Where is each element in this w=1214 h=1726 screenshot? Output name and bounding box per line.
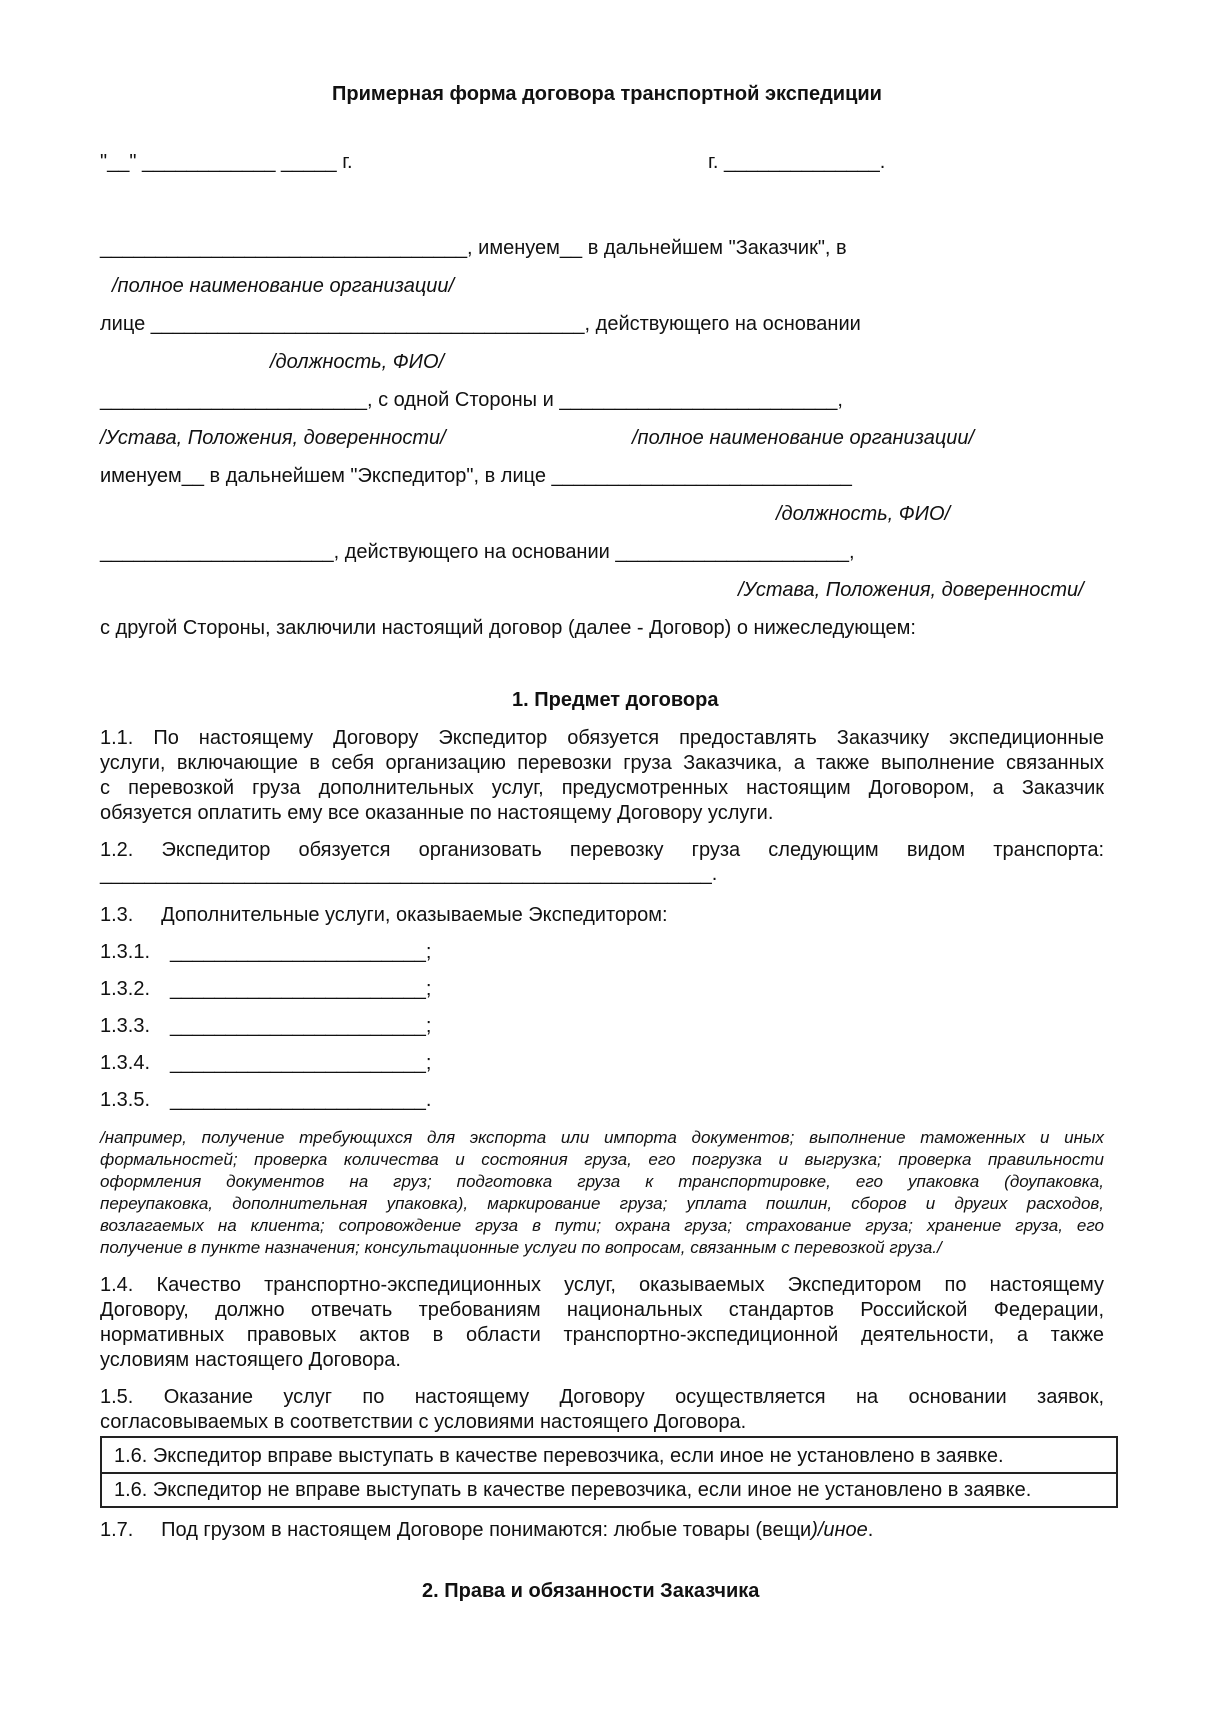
contract-city-field: г. ______________. xyxy=(708,151,886,173)
party-line-3: ________________________, с одной Стороны и _________________________, xyxy=(100,389,843,411)
clause-1-7-end: . xyxy=(867,1519,874,1541)
clause-1-7 xyxy=(100,1518,873,1542)
hint-basis-1: /Устава, Положения, доверенности/ xyxy=(100,427,446,449)
services-note-line-5: возлагаемых на клиента; сопровождение груза в пути; охрана груза; страхование груза; хранение груза, его xyxy=(100,1216,1104,1235)
clause-1-4-line-2: Договору, должно отвечать требованиям национальных стандартов Российской Федерации, xyxy=(100,1299,1104,1321)
clause-1-7-main: 1.7. Под грузом в настоящем Договоре понимаются: любые товары (вещи xyxy=(100,1519,812,1541)
clause-1-5-line-1: 1.5. Оказание услуг по настоящему Договору осуществляется на основании заявок, xyxy=(100,1386,1104,1408)
clause-1-4-line-3: нормативных правовых актов в области транспортно-экспедиционной деятельности, а также xyxy=(100,1324,1104,1346)
list-item-num: 1.3.2. xyxy=(100,978,151,1000)
clause-1-7-option: )/иное xyxy=(811,1519,868,1541)
clause-1-3: 1.3. Дополнительные услуги, оказываемые Экспедитором: xyxy=(100,904,668,926)
list-item-num: 1.3.1. xyxy=(100,941,151,963)
party-line-6: с другой Стороны, заключили настоящий договор (далее - Договор) о нижеследующем: xyxy=(100,617,916,639)
services-note-line-4: переупаковка, дополнительная упаковка), маркирование груза; уплата пошлин, сборов и других расходов, xyxy=(100,1194,1104,1213)
services-note-line-6: получение в пункте назначения; консультационные услуги по вопросам, связанным с перевозкой груза./ xyxy=(100,1238,942,1257)
hint-org-name-2: /полное наименование организации/ xyxy=(632,427,975,449)
clause-1-2-line-2: _______________________________________________________. xyxy=(100,863,718,885)
party-line-4: именуем__ в дальнейшем "Экспедитор", в лице ___________________________ xyxy=(100,465,852,487)
services-note-line-2: формальностей; проверка количества и состояния груза, его погрузка и выгрузка; проверка правильности xyxy=(100,1150,1104,1169)
clause-1-4-line-4: условиям настоящего Договора. xyxy=(100,1349,401,1371)
services-note-line-1: /например, получение требующихся для экспорта или импорта документов; выполнение таможенных и иных xyxy=(100,1128,1104,1147)
document-title: Примерная форма договора транспортной экспедиции xyxy=(332,83,882,105)
clause-1-6-option-2 xyxy=(102,1472,1116,1508)
list-item-num: 1.3.3. xyxy=(100,1015,151,1037)
services-note-line-3: оформления документов на груз; подготовка груза к транспортировке, его упаковка (доупаковка, xyxy=(100,1172,1104,1191)
clause-1-2-line-1: 1.2. Экспедитор обязуется организовать перевозку груза следующим видом транспорта: xyxy=(100,839,1104,861)
list-item-blank: _______________________; xyxy=(170,941,432,963)
hint-basis-2: /Устава, Положения, доверенности/ xyxy=(738,579,1084,601)
hint-position-name-2: /должность, ФИО/ xyxy=(776,503,951,525)
party-line-5: _____________________, действующего на основании _____________________, xyxy=(100,541,855,563)
clause-1-1-line-2: услуги, включающие в себя организацию перевозки груза Заказчика, а также выполнение связанных xyxy=(100,752,1104,774)
clause-1-6-option-1-text: 1.6. Экспедитор вправе выступать в качестве перевозчика, если иное не установлено в заявке. xyxy=(114,1445,1004,1467)
clause-1-1-line-4: обязуется оплатить ему все оказанные по настоящему Договору услуги. xyxy=(100,802,774,824)
party-line-1: _________________________________, именуем__ в дальнейшем "Заказчик", в xyxy=(100,237,847,259)
clause-1-4-line-1: 1.4. Качество транспортно-экспедиционных услуг, оказываемых Экспедитором по настоящему xyxy=(100,1274,1104,1296)
contract-date-field: "__" ____________ _____ г. xyxy=(100,151,353,173)
clause-1-1-line-3: с перевозкой груза дополнительных услуг, предусмотренных настоящим Договором, а Заказчик xyxy=(100,777,1104,799)
clause-1-6-option-2-text: 1.6. Экспедитор не вправе выступать в качестве перевозчика, если иное не установлено в заявке. xyxy=(114,1479,1032,1501)
hint-org-name-1: /полное наименование организации/ xyxy=(112,275,455,297)
clause-1-1-line-1: 1.1. По настоящему Договору Экспедитор обязуется предоставлять Заказчику экспедиционные xyxy=(100,727,1104,749)
clause-1-5-line-2: согласовываемых в соответствии с условиями настоящего Договора. xyxy=(100,1411,747,1433)
list-item-blank: _______________________. xyxy=(170,1089,432,1111)
clause-1-6-options-box xyxy=(100,1436,1118,1508)
list-item-blank: _______________________; xyxy=(170,978,432,1000)
section-1-heading: 1. Предмет договора xyxy=(512,689,719,711)
list-item-num: 1.3.5. xyxy=(100,1089,151,1111)
list-item-num: 1.3.4. xyxy=(100,1052,151,1074)
list-item-blank: _______________________; xyxy=(170,1015,432,1037)
clause-1-6-option-1 xyxy=(102,1438,1116,1474)
hint-position-name-1: /должность, ФИО/ xyxy=(270,351,445,373)
list-item-blank: _______________________; xyxy=(170,1052,432,1074)
section-2-heading: 2. Права и обязанности Заказчика xyxy=(422,1580,760,1602)
party-line-2: лице _______________________________________, действующего на основании xyxy=(100,313,861,335)
